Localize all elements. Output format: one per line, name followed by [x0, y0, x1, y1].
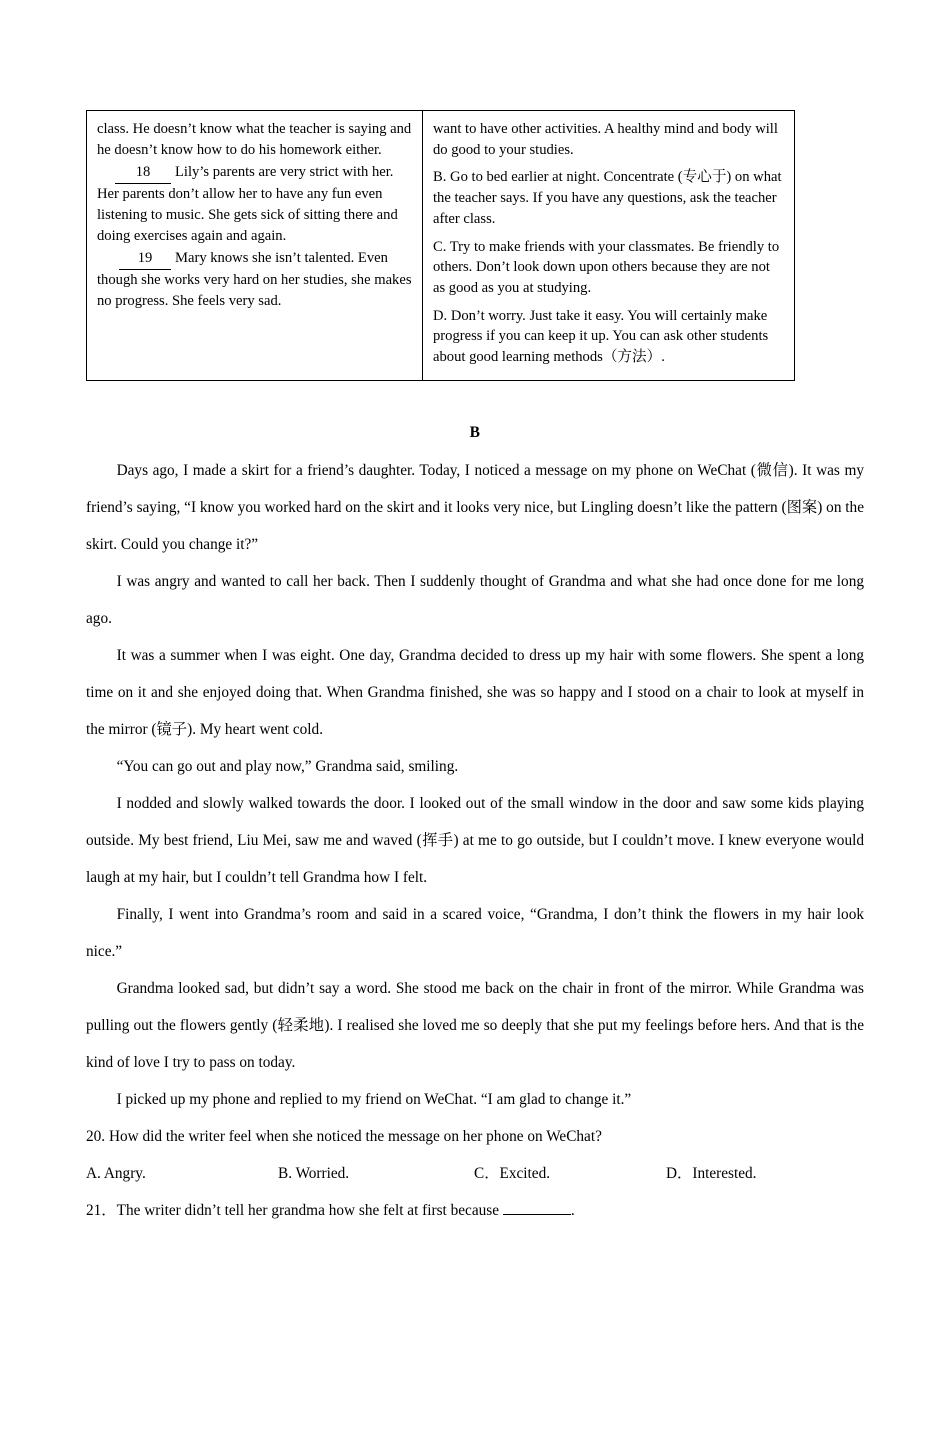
question-21-stem-text: 21．The writer didn’t tell her grandma how she felt at first because [86, 1202, 500, 1220]
passage-paragraph-1: Days ago, I made a skirt for a friend’s daughter. Today, I noticed a message on my phone on WeChat (微信). It was my friend’s saying, “I know you worked hard on the skirt and it looks very nice, but Lingling doesn’t like the pattern (图案) on the skirt. Could you change it?” [86, 461, 864, 553]
question-20-choices [86, 1155, 864, 1192]
passage-paragraph-7: Grandma looked sad, but didn’t say a word. She stood me back on the chair in front of the mirror. While Grandma was pulling out the flowers gently (轻柔地). I realised she loved me so deeply that she put my feelings before hers. And that is the kind of love I try to pass on today. [86, 980, 864, 1072]
cloze-table [86, 110, 795, 381]
question-21-stem [86, 1192, 864, 1229]
question-20-choice-a[interactable]: A. Angry. [86, 1165, 146, 1183]
passage-paragraph-2: I was angry and wanted to call her back. Then I suddenly thought of Grandma and what she had once done for me long ago. [86, 572, 864, 627]
question-21-stem-end: . [570, 1202, 575, 1220]
option-b: B. Go to bed earlier at night. Concentrate (专心于) on what the teacher says. If you have any questions, ask the teacher after class. [433, 169, 782, 227]
table-cell-left [87, 111, 423, 381]
option-d: D. Don’t worry. Just take it easy. You will certainly make progress if you can keep it up. You can ask other students about good learning methods（方法）. [433, 307, 769, 366]
question-20-choice-d[interactable]: D．Interested. [666, 1165, 757, 1183]
passage-paragraph-6: Finally, I went into Grandma’s room and said in a scared voice, “Grandma, I don’t think the flowers in my hair look nice.” [86, 906, 864, 961]
question-21-answer-blank[interactable] [503, 1214, 571, 1215]
table-cell-right [423, 111, 795, 381]
left-paragraph-3-text: Mary knows she isn’t talented. Even though she works very hard on her studies, she makes no progress. She feels very sad. [97, 250, 412, 309]
passage-paragraph-4: “You can go out and play now,” Grandma said, smiling. [116, 758, 459, 776]
question-20-choice-c[interactable]: C．Excited. [474, 1165, 551, 1183]
left-paragraph-3 [97, 248, 412, 311]
blank-18: 18 [115, 162, 171, 184]
passage-paragraph-8: I picked up my phone and replied to my friend on WeChat. “I am glad to change it.” [116, 1091, 632, 1109]
left-paragraph-1: class. He doesn’t know what the teacher is saying and he doesn’t know how to do his homework either. [97, 121, 412, 158]
table-row [87, 111, 795, 381]
option-c: C. Try to make friends with your classmates. Be friendly to others. Don’t look down upon others because they are not as good as you at studying. [433, 238, 780, 297]
document-page [0, 110, 950, 1454]
left-paragraph-2 [97, 162, 412, 246]
blank-19: 19 [119, 248, 171, 270]
passage-paragraph-5: I nodded and slowly walked towards the door. I looked out of the small window in the door and saw some kids playing outside. My best friend, Liu Mei, saw me and waved (挥手) at me to go outside, but I couldn’t move. I knew everyone would laugh at my hair, but I couldn’t tell Grandma how I felt. [86, 795, 864, 887]
question-20-choice-b[interactable]: B. Worried. [278, 1165, 350, 1183]
left-paragraph-2-text: Lily’s parents are very strict with her. Her parents don’t allow her to have any fun even listening to music. She gets sick of sitting there and doing exercises again and again. [97, 164, 398, 244]
question-20-stem: 20. How did the writer feel when she noticed the message on her phone on WeChat? [86, 1128, 602, 1146]
passage-paragraph-3: It was a summer when I was eight. One day, Grandma decided to dress up my hair with some flowers. She spent a long time on it and she enjoyed doing that. When Grandma finished, she was so happy and I stood on a chair to look at myself in the mirror (镜子). My heart went cold. [86, 646, 864, 739]
right-paragraph-1: want to have other activities. A healthy mind and body will do good to your studies. [433, 121, 778, 158]
section-letter-b: B [469, 423, 481, 441]
